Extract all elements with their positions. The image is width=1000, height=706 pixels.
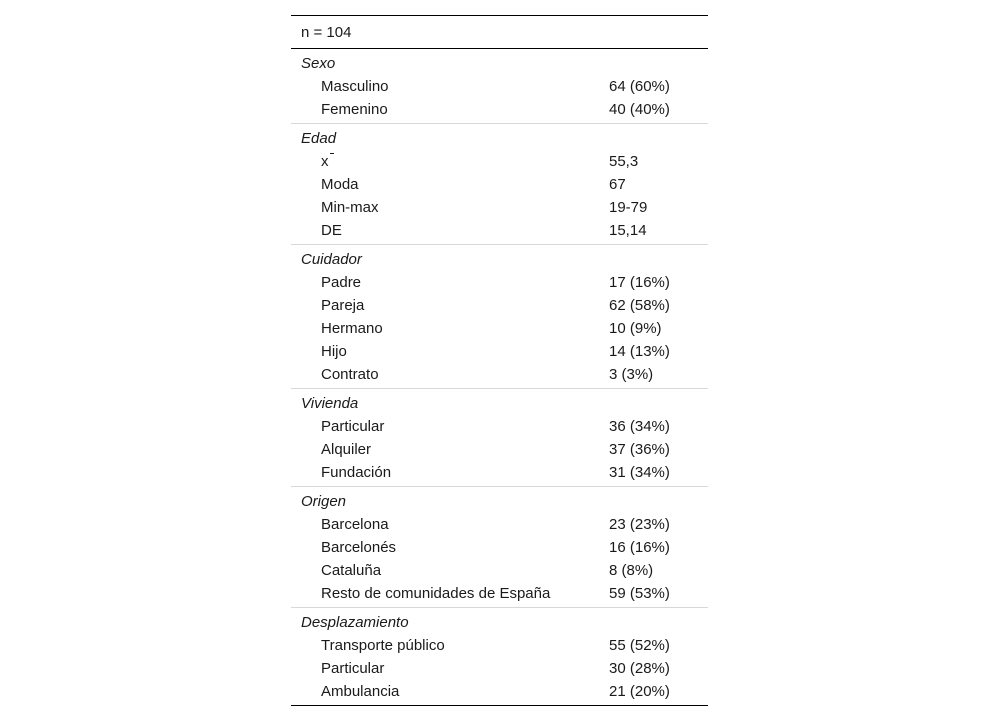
table-row: [291, 582, 708, 605]
row-value: 14 (13%): [609, 343, 670, 360]
group-title: Origen: [301, 493, 347, 510]
row-label: Min-max: [321, 199, 379, 216]
row-value: 31 (34%): [609, 464, 670, 481]
row-value: 67: [609, 176, 626, 193]
row-label: Barcelonés: [321, 539, 397, 556]
table-row: [291, 219, 708, 242]
row-value: 40 (40%): [609, 101, 670, 118]
table-row: [291, 340, 708, 363]
group-cuidador: [291, 244, 708, 388]
group-sexo: [291, 49, 708, 123]
table-row: [291, 150, 708, 173]
row-value: 36 (34%): [609, 418, 670, 435]
table-row: [291, 173, 708, 196]
row-value: 19-79: [609, 199, 648, 216]
row-label: Femenino: [321, 101, 388, 118]
row-label: Barcelona: [321, 516, 389, 533]
row-label: Resto de comunidades de España: [321, 585, 551, 602]
table-row: [291, 294, 708, 317]
row-value: 10 (9%): [609, 320, 662, 337]
row-value: 59 (53%): [609, 585, 670, 602]
table-row: [291, 75, 708, 98]
row-label: Particular: [321, 418, 385, 435]
row-label: DE: [321, 222, 342, 239]
group-title: Vivienda: [301, 395, 359, 412]
table-row: [291, 657, 708, 680]
row-value: 8 (8%): [609, 562, 654, 579]
demographics-table: [291, 15, 708, 706]
table-row: [291, 559, 708, 582]
row-value: 15,14: [609, 222, 647, 239]
table-row: [291, 438, 708, 461]
row-label: Transporte público: [321, 637, 445, 654]
row-label: [291, 150, 609, 173]
group-vivienda: [291, 388, 708, 486]
table-row: [291, 461, 708, 484]
row-label: Pareja: [321, 297, 365, 314]
row-value: 62 (58%): [609, 297, 670, 314]
table-row: [291, 415, 708, 438]
row-label: Ambulancia: [321, 683, 400, 700]
table-row: [291, 363, 708, 386]
table-row: [291, 271, 708, 294]
table-row: [291, 634, 708, 657]
row-label: Cataluña: [321, 562, 382, 579]
table-row: [291, 98, 708, 121]
row-label: Padre: [321, 274, 362, 291]
group-title: Cuidador: [301, 251, 362, 268]
row-label: Moda: [321, 176, 359, 193]
table-row: [291, 196, 708, 219]
row-label: Alquiler: [321, 441, 372, 458]
sample-size: n = 104: [301, 23, 352, 41]
group-title: Desplazamiento: [301, 614, 409, 631]
table-row: [291, 317, 708, 340]
row-value: 55,3: [609, 153, 639, 170]
group-title: Sexo: [301, 55, 336, 72]
row-value: 64 (60%): [609, 78, 670, 95]
table-row: [291, 536, 708, 559]
row-value: 30 (28%): [609, 660, 670, 677]
row-value: 17 (16%): [609, 274, 670, 291]
row-value: 23 (23%): [609, 516, 670, 533]
group-desplazamiento: [291, 607, 708, 705]
row-value: 21 (20%): [609, 683, 670, 700]
row-value: 55 (52%): [609, 637, 670, 654]
row-label: Hermano: [321, 320, 383, 337]
mean-symbol: x: [321, 150, 329, 173]
row-value: 16 (16%): [609, 539, 670, 556]
row-label: Fundación: [321, 464, 392, 481]
group-edad: [291, 123, 708, 244]
row-label: Masculino: [321, 78, 389, 95]
row-label: Contrato: [321, 366, 379, 383]
group-title: Edad: [301, 130, 337, 147]
table-header: [291, 16, 708, 48]
row-value: 3 (3%): [609, 366, 654, 383]
row-value: 37 (36%): [609, 441, 670, 458]
table-row: [291, 513, 708, 536]
group-origen: [291, 486, 708, 607]
row-label: Particular: [321, 660, 385, 677]
row-label: Hijo: [321, 343, 347, 360]
table-row: [291, 680, 708, 703]
